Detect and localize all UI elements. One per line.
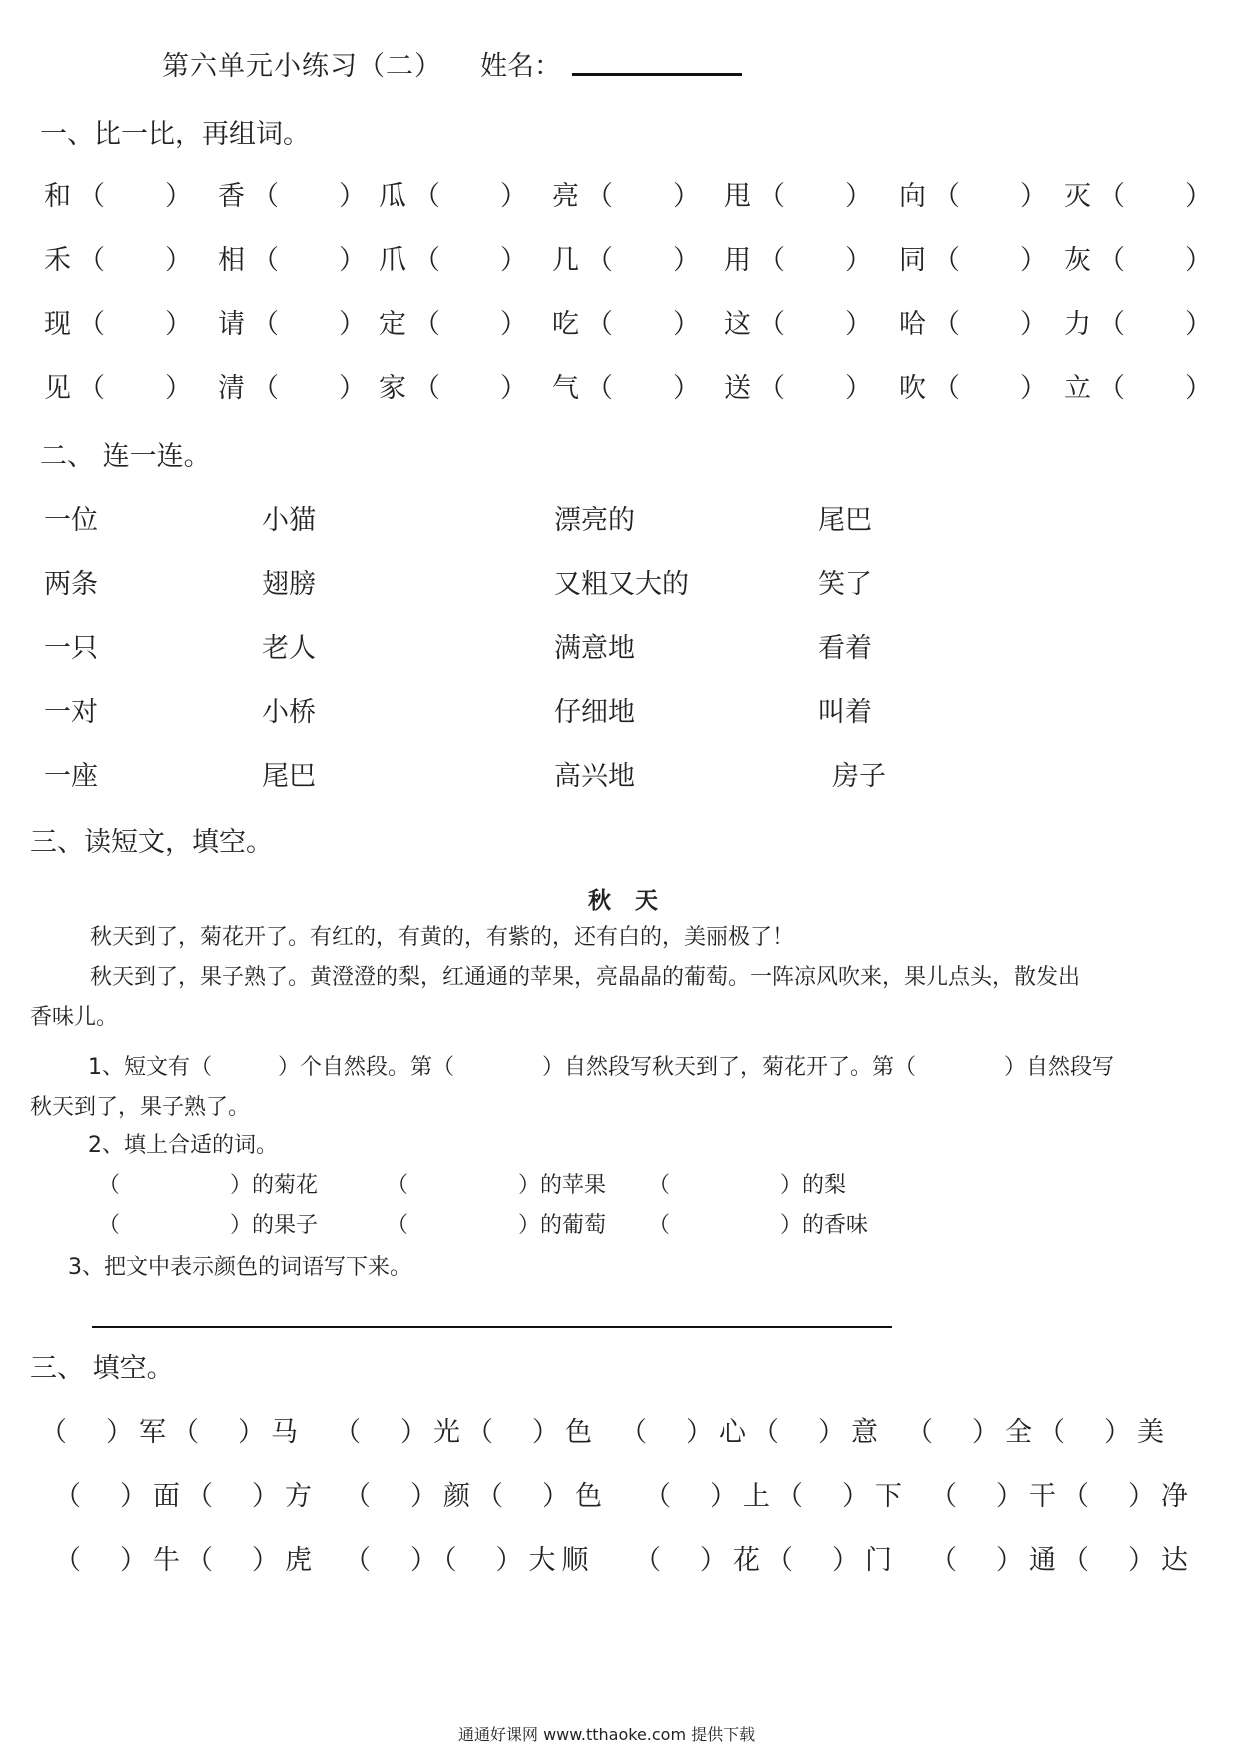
open-bracket: （: [78, 245, 105, 276]
compare-cell[interactable]: [899, 238, 1047, 277]
idiom-item[interactable]: （ ）面（ ）方: [54, 1481, 318, 1512]
close-bracket: ）: [1020, 245, 1047, 276]
open-bracket: （: [1098, 245, 1125, 276]
match-word[interactable]: 一座: [44, 761, 98, 792]
close-bracket: ）: [673, 245, 700, 276]
close-bracket: ）: [1020, 309, 1047, 340]
compare-cell[interactable]: [724, 302, 872, 341]
compare-char: 相: [218, 245, 245, 276]
match-word[interactable]: 一对: [44, 697, 98, 728]
close-bracket: ）: [673, 373, 700, 404]
open-bracket: （: [78, 309, 105, 340]
compare-char: 这: [724, 309, 751, 340]
name-label: 姓名：: [480, 51, 561, 82]
match-word[interactable]: 两条: [44, 569, 98, 600]
match-row: [0, 562, 1240, 602]
open-bracket: （: [586, 309, 613, 340]
passage-paragraph-2: 秋天到了，果子熟了。黄澄澄的梨，红通通的苹果，亮晶晶的葡萄。一阵凉风吹来，果儿点头，散发出: [90, 965, 1081, 990]
match-word[interactable]: 满意地: [554, 633, 635, 664]
compare-cell[interactable]: [44, 238, 192, 277]
compare-cell[interactable]: [379, 302, 527, 341]
compare-cell[interactable]: [1064, 174, 1212, 213]
passage-title: 秋 天: [588, 888, 667, 914]
match-row: [0, 690, 1240, 730]
open-bracket: （: [252, 181, 279, 212]
compare-char: 气: [552, 373, 579, 404]
match-word[interactable]: 笑了: [818, 569, 872, 600]
compare-char: 家: [379, 373, 406, 404]
open-bracket: （: [413, 309, 440, 340]
idiom-item[interactable]: （ ）光（ ）色: [334, 1417, 598, 1448]
open-bracket: （: [78, 373, 105, 404]
compare-cell[interactable]: [218, 302, 366, 341]
compare-char: 清: [218, 373, 245, 404]
compare-char: 见: [44, 373, 71, 404]
passage-paragraph-1: 秋天到了，菊花开了。有红的，有黄的，有紫的，还有白的，美丽极了！: [90, 925, 795, 950]
open-bracket: （: [78, 181, 105, 212]
close-bracket: ）: [1185, 181, 1212, 212]
match-word[interactable]: 翅膀: [262, 569, 316, 600]
fill-item[interactable]: （ ）的葡萄: [386, 1213, 607, 1238]
compare-char: 和: [44, 181, 71, 212]
match-word[interactable]: 小猫: [262, 505, 316, 536]
compare-row: [44, 366, 1224, 406]
question-2-label: 2、填上合适的词。: [88, 1133, 278, 1158]
compare-cell[interactable]: [44, 174, 192, 213]
compare-cell[interactable]: [552, 238, 700, 277]
close-bracket: ）: [339, 373, 366, 404]
idiom-item[interactable]: （ ）（ ）大顺: [344, 1545, 595, 1576]
match-row: [0, 498, 1240, 538]
fill-item[interactable]: （ ）的梨: [648, 1173, 847, 1198]
idiom-item[interactable]: （ ）牛（ ）虎: [54, 1545, 318, 1576]
page-title: 第六单元小练习（二）: [162, 51, 442, 82]
close-bracket: ）: [339, 181, 366, 212]
close-bracket: ）: [845, 309, 872, 340]
compare-cell[interactable]: [218, 366, 366, 405]
fill-item[interactable]: （ ）的香味: [648, 1213, 869, 1238]
compare-cell[interactable]: [724, 238, 872, 277]
compare-char: 用: [724, 245, 751, 276]
compare-char: 请: [218, 309, 245, 340]
close-bracket: ）: [500, 245, 527, 276]
compare-char: 吃: [552, 309, 579, 340]
match-word[interactable]: 尾巴: [262, 761, 316, 792]
compare-cell[interactable]: [899, 174, 1047, 213]
close-bracket: ）: [165, 181, 192, 212]
open-bracket: （: [586, 373, 613, 404]
compare-char: 禾: [44, 245, 71, 276]
open-bracket: （: [1098, 309, 1125, 340]
match-word[interactable]: 看着: [818, 633, 872, 664]
section4-heading: 三、 填空。: [30, 1353, 174, 1384]
compare-cell[interactable]: [379, 238, 527, 277]
compare-row: [44, 174, 1224, 214]
idiom-item[interactable]: （ ）心（ ）意: [620, 1417, 884, 1448]
match-word[interactable]: 尾巴: [818, 505, 872, 536]
idiom-item[interactable]: （ ）军（ ）马: [40, 1417, 304, 1448]
idiom-item[interactable]: （ ）上（ ）下: [644, 1481, 908, 1512]
question-1: 1、短文有（ ）个自然段。第（ ）自然段写秋天到了，菊花开了。第（ ）自然段写: [88, 1055, 1115, 1080]
compare-cell[interactable]: [379, 366, 527, 405]
match-row: [0, 754, 1240, 794]
close-bracket: ）: [673, 309, 700, 340]
close-bracket: ）: [845, 181, 872, 212]
compare-row: [44, 302, 1224, 342]
compare-cell[interactable]: [724, 174, 872, 213]
open-bracket: （: [1098, 181, 1125, 212]
compare-cell[interactable]: [379, 174, 527, 213]
match-word[interactable]: 又粗又大的: [554, 569, 689, 600]
passage-paragraph-2-cont: 香味儿。: [30, 1005, 119, 1030]
open-bracket: （: [933, 181, 960, 212]
close-bracket: ）: [165, 245, 192, 276]
section2-heading: 二、 连一连。: [40, 441, 211, 472]
compare-char: 爪: [379, 245, 406, 276]
fill-row: [0, 1208, 1240, 1244]
close-bracket: ）: [500, 309, 527, 340]
close-bracket: ）: [165, 373, 192, 404]
compare-cell[interactable]: [899, 366, 1047, 405]
open-bracket: （: [252, 373, 279, 404]
compare-cell[interactable]: [44, 302, 192, 341]
open-bracket: （: [758, 373, 785, 404]
compare-char: 香: [218, 181, 245, 212]
open-bracket: （: [933, 309, 960, 340]
fill-item[interactable]: （ ）的果子: [98, 1213, 319, 1238]
question-3-label: 3、把文中表示颜色的词语写下来。: [68, 1255, 412, 1280]
match-word[interactable]: 老人: [262, 633, 316, 664]
close-bracket: ）: [500, 373, 527, 404]
question-3-answer-line[interactable]: [92, 1326, 892, 1328]
idiom-item[interactable]: （ ）颜（ ）色: [344, 1481, 608, 1512]
compare-char: 立: [1064, 373, 1091, 404]
compare-cell[interactable]: [1064, 302, 1212, 341]
compare-char: 定: [379, 309, 406, 340]
idiom-item[interactable]: （ ）通（ ）达: [930, 1545, 1194, 1576]
match-word[interactable]: 一只: [44, 633, 98, 664]
compare-cell[interactable]: [44, 366, 192, 405]
open-bracket: （: [758, 181, 785, 212]
idiom-item[interactable]: （ ）全（ ）美: [906, 1417, 1170, 1448]
open-bracket: （: [413, 181, 440, 212]
compare-cell[interactable]: [218, 238, 366, 277]
match-word[interactable]: 房子: [832, 761, 886, 792]
compare-cell[interactable]: [552, 366, 700, 405]
compare-cell[interactable]: [1064, 238, 1212, 277]
compare-cell[interactable]: [724, 366, 872, 405]
close-bracket: ）: [165, 309, 192, 340]
compare-row: [44, 238, 1224, 278]
close-bracket: ）: [1020, 373, 1047, 404]
open-bracket: （: [1098, 373, 1125, 404]
match-word[interactable]: 叫着: [818, 697, 872, 728]
close-bracket: ）: [845, 373, 872, 404]
match-word[interactable]: 仔细地: [554, 697, 635, 728]
fill-item[interactable]: （ ）的菊花: [98, 1173, 319, 1198]
idiom-row: [0, 1474, 1240, 1514]
section1-heading: 一、比一比，再组词。: [40, 119, 310, 150]
compare-char: 现: [44, 309, 71, 340]
close-bracket: ）: [1185, 245, 1212, 276]
compare-char: 甩: [724, 181, 751, 212]
open-bracket: （: [413, 245, 440, 276]
section3-heading: 三、读短文，填空。: [30, 827, 273, 858]
fill-item[interactable]: （ ）的苹果: [386, 1173, 607, 1198]
open-bracket: （: [933, 245, 960, 276]
open-bracket: （: [933, 373, 960, 404]
idiom-row: [0, 1410, 1240, 1450]
match-word[interactable]: 一位: [44, 505, 98, 536]
compare-cell[interactable]: [1064, 366, 1212, 405]
name-blank-line[interactable]: [572, 73, 742, 76]
compare-char: 送: [724, 373, 751, 404]
idiom-row: [0, 1538, 1240, 1578]
idiom-item[interactable]: （ ）花（ ）门: [634, 1545, 898, 1576]
compare-char: 吹: [899, 373, 926, 404]
compare-char: 灭: [1064, 181, 1091, 212]
compare-char: 同: [899, 245, 926, 276]
compare-char: 力: [1064, 309, 1091, 340]
close-bracket: ）: [1020, 181, 1047, 212]
match-word[interactable]: 高兴地: [554, 761, 635, 792]
compare-cell[interactable]: [552, 302, 700, 341]
compare-char: 瓜: [379, 181, 406, 212]
match-word[interactable]: 漂亮的: [554, 505, 635, 536]
match-row: [0, 626, 1240, 666]
close-bracket: ）: [339, 309, 366, 340]
open-bracket: （: [586, 245, 613, 276]
compare-cell[interactable]: [899, 302, 1047, 341]
close-bracket: ）: [500, 181, 527, 212]
compare-char: 几: [552, 245, 579, 276]
close-bracket: ）: [673, 181, 700, 212]
compare-char: 向: [899, 181, 926, 212]
open-bracket: （: [758, 245, 785, 276]
open-bracket: （: [252, 309, 279, 340]
fill-row: [0, 1168, 1240, 1204]
question-1-cont: 秋天到了，果子熟了。: [30, 1095, 251, 1120]
compare-char: 哈: [899, 309, 926, 340]
compare-char: 灰: [1064, 245, 1091, 276]
open-bracket: （: [413, 373, 440, 404]
close-bracket: ）: [1185, 309, 1212, 340]
footer-credit: 通通好课网 www.tthaoke.com 提供下载: [458, 1725, 756, 1744]
match-word[interactable]: 小桥: [262, 697, 316, 728]
close-bracket: ）: [339, 245, 366, 276]
close-bracket: ）: [1185, 373, 1212, 404]
open-bracket: （: [586, 181, 613, 212]
open-bracket: （: [252, 245, 279, 276]
compare-cell[interactable]: [218, 174, 366, 213]
compare-char: 亮: [552, 181, 579, 212]
open-bracket: （: [758, 309, 785, 340]
idiom-item[interactable]: （ ）干（ ）净: [930, 1481, 1194, 1512]
close-bracket: ）: [845, 245, 872, 276]
compare-cell[interactable]: [552, 174, 700, 213]
